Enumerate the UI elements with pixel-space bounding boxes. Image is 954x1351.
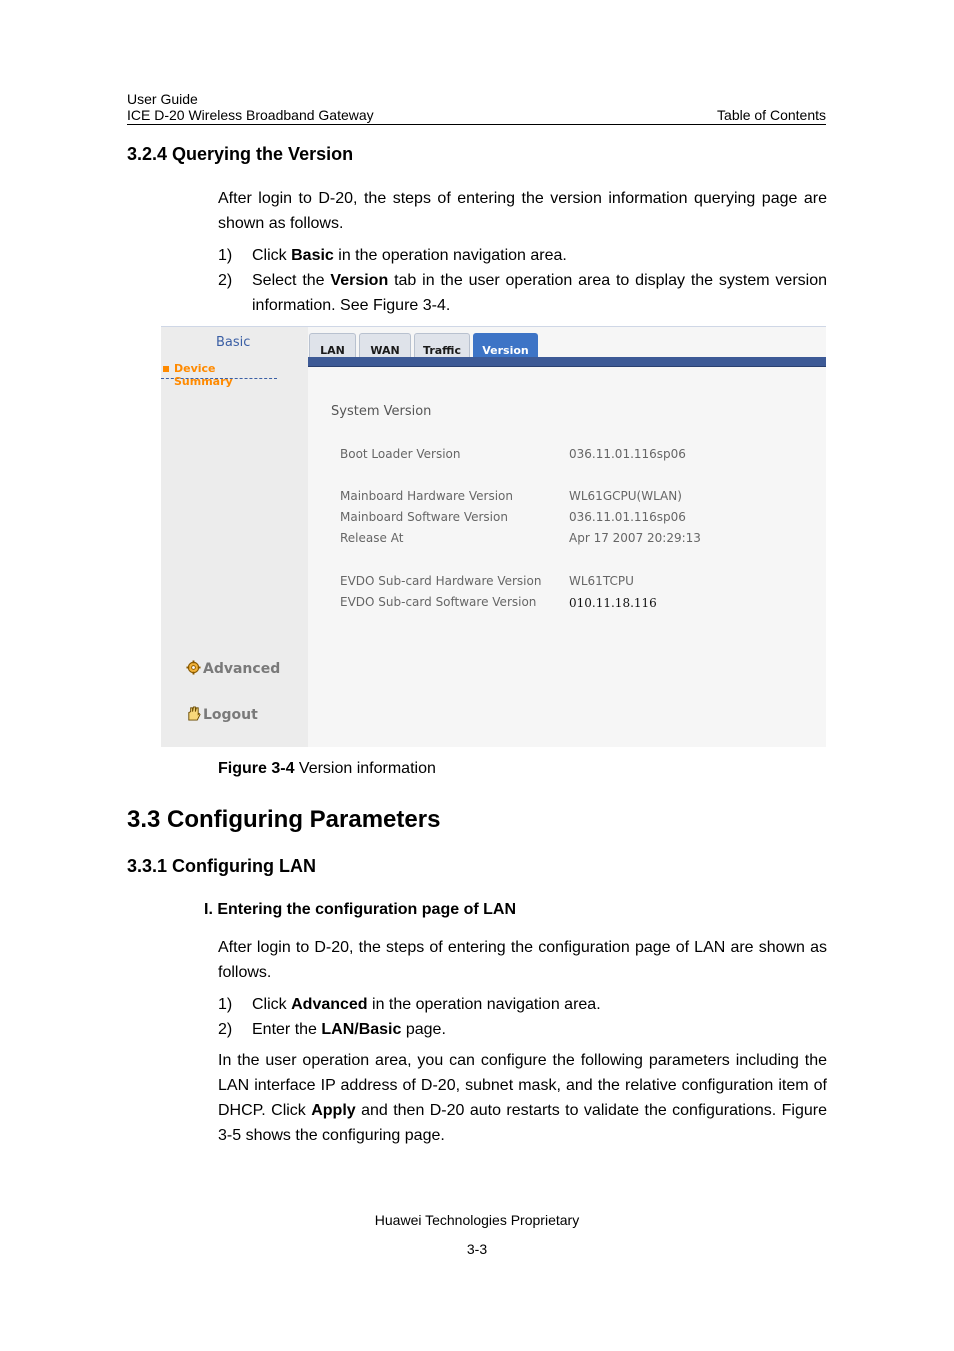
section-title-system-version: System Version xyxy=(331,404,432,419)
logout-hand-icon xyxy=(186,706,201,721)
value-evdo-hardware-version: WL61TCPU xyxy=(569,574,634,588)
value-evdo-software-version: 010.11.18.116 xyxy=(569,596,657,610)
label-boot-loader-version: Boot Loader Version xyxy=(340,447,461,461)
step-number: 2) xyxy=(218,272,233,289)
sidebar-title-basic[interactable]: Basic xyxy=(216,335,251,350)
sidebar-item-label: Device Summary xyxy=(174,362,233,388)
section-3-2-4-title: 3.2.4 Querying the Version xyxy=(127,144,354,164)
step-text: Click Basic in the operation navigation area. xyxy=(252,247,567,264)
header-section: Table of Contents xyxy=(717,107,826,123)
sidebar-item-logout[interactable] xyxy=(186,706,258,723)
value-mainboard-hardware-version: WL61GCPU(WLAN) xyxy=(569,489,682,503)
product-name: ICE D-20 Wireless Broadband Gateway xyxy=(127,107,374,123)
step-2 xyxy=(218,268,827,318)
figure-caption: Figure 3-4 Version information xyxy=(218,760,436,777)
section-3-3-title: 3.3 Configuring Parameters xyxy=(127,806,441,833)
step-text: Select the Version tab in the user operation area to display the system version information. See Figure 3-4. xyxy=(252,272,828,314)
section-3-3-1-title: 3.3.1 Configuring LAN xyxy=(127,856,316,876)
step-1 xyxy=(218,243,827,268)
value-boot-loader-version: 036.11.01.116sp06 xyxy=(569,447,686,461)
page-number: 3-3 xyxy=(466,1241,488,1257)
label-mainboard-software-version: Mainboard Software Version xyxy=(340,510,508,524)
step-text: Click Advanced in the operation navigation area. xyxy=(252,996,601,1013)
step-text: Enter the LAN/Basic page. xyxy=(252,1021,446,1038)
sidebar-link-label: Logout xyxy=(203,707,258,723)
lan-step-1 xyxy=(218,992,827,1017)
label-release-at: Release At xyxy=(340,531,404,545)
section-3-2-4-intro: After login to D-20, the steps of entering the version information querying page are shown as follows. xyxy=(218,190,827,232)
nav-sidebar xyxy=(161,327,308,747)
step-number: 1) xyxy=(218,247,233,264)
gear-icon xyxy=(186,660,201,675)
tab-version[interactable]: Version xyxy=(473,333,538,357)
bullet-square-icon xyxy=(163,366,169,372)
header-rule xyxy=(127,124,826,125)
step-number: 1) xyxy=(218,996,233,1013)
section-3-3-1-intro: After login to D-20, the steps of entering the configuration page of LAN are shown as follows. xyxy=(218,939,827,981)
footer-proprietary: Huawei Technologies Proprietary xyxy=(374,1212,580,1228)
subsection-title: I. Entering the configuration page of LAN xyxy=(204,901,516,918)
label-evdo-software-version: EVDO Sub-card Software Version xyxy=(340,595,537,609)
sidebar-item-device-summary[interactable] xyxy=(161,362,277,388)
lan-step-2 xyxy=(218,1017,827,1042)
label-mainboard-hardware-version: Mainboard Hardware Version xyxy=(340,489,513,503)
tab-lan[interactable]: LAN xyxy=(309,333,356,357)
tab-traffic[interactable]: Traffic xyxy=(414,333,470,357)
tab-wan[interactable]: WAN xyxy=(359,333,411,357)
version-screenshot xyxy=(161,326,826,747)
step-number: 2) xyxy=(218,1021,233,1038)
value-release-at: Apr 17 2007 20:29:13 xyxy=(569,531,701,545)
sidebar-item-advanced[interactable] xyxy=(186,660,280,677)
tab-bar xyxy=(308,357,826,367)
value-mainboard-software-version: 036.11.01.116sp06 xyxy=(569,510,686,524)
sidebar-link-label: Advanced xyxy=(203,661,281,677)
doc-type: User Guide xyxy=(127,91,198,107)
lan-config-paragraph: In the user operation area, you can configure the following parameters including the LAN interface IP address of D-20, subnet mask, and the relative configuration item of DHCP. Click Apply and then D-20 auto restarts to validate the configurations. Figure 3-5 shows the configuring page. xyxy=(218,1052,827,1144)
label-evdo-hardware-version: EVDO Sub-card Hardware Version xyxy=(340,574,542,588)
